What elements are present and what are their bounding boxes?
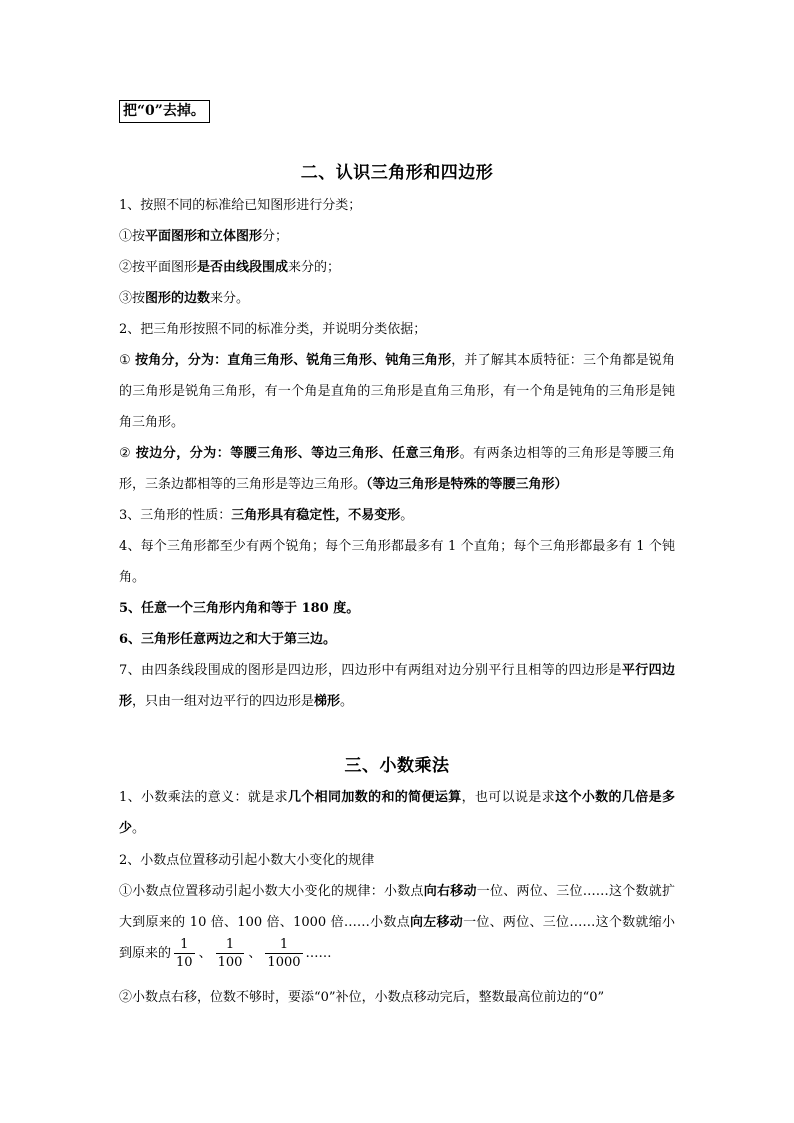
text: 7、由四条线段围成的图形是四边形，四边形中有两组对边分别平行且相等的四边形是	[119, 663, 622, 678]
boxed-note: 把“0”去掉。	[119, 100, 210, 123]
bold-text: 梯形	[314, 694, 341, 709]
paragraph-2-8	[119, 500, 675, 531]
paragraph-2-9: 4、每个三角形都至少有两个锐角；每个三角形都最多有 1 个直角；每个三角形都最多有 1 个钝角。	[119, 539, 675, 585]
text: ②	[119, 446, 136, 461]
bold-text: （等边三角形是特殊的等腰三角形）	[366, 477, 568, 492]
paragraph-3-4: ②小数点右移，位数不够时，要添“0”补位，小数点移动完后，整数最高位前边的“0”	[119, 990, 605, 1005]
separator: 、	[248, 946, 262, 961]
section-heading-decimal-multiplication: 三、小数乘法	[344, 756, 450, 776]
numerator: 1	[216, 938, 245, 954]
text: 。	[400, 508, 414, 523]
bold-text: 向左移动	[409, 915, 464, 930]
ellipsis: ……	[305, 946, 332, 961]
paragraph-3-3	[119, 876, 675, 969]
bold-text: 是否由线段围成	[197, 260, 289, 275]
text: 1、小数乘法的意义：就是求	[119, 790, 288, 805]
paragraph-2-5: 2、把三角形按照不同的标准分类，并说明分类依据；	[119, 322, 427, 337]
bold-text: 按角分，分为：直角三角形、锐角三角形、钝角三角形	[135, 353, 452, 368]
text: 。	[340, 694, 354, 709]
paragraph-2-2	[119, 221, 675, 252]
bold-text: 几个相同加数的和的简便运算	[287, 790, 462, 805]
bold-text: 三角形具有稳定性，不易变形	[231, 508, 401, 523]
paragraph-2-3	[119, 252, 675, 283]
bold-text: 图形的边数	[145, 291, 211, 306]
text: ，也可以说是求	[461, 790, 556, 805]
text: 。	[132, 821, 146, 836]
text: 一位、两位、三位……这个数就扩大到原来的 10 倍、100 倍、1000 倍……小数点	[119, 884, 675, 930]
numerator: 1	[265, 938, 302, 954]
text: 来分的；	[288, 260, 341, 275]
paragraph-3-2: 2、小数点位置移动引起小数大小变化的规律	[119, 853, 375, 868]
bold-text: 向右移动	[423, 884, 477, 899]
text: ，并了解其本质特征：三个角都是锐角的三角形是锐角三角形，有一个角是直角的三角形是直角三角形，有一个角是钝角的三角形是钝角三角形。	[119, 353, 675, 430]
paragraph-2-6	[119, 345, 675, 438]
section-heading-triangles: 二、认识三角形和四边形	[300, 163, 494, 183]
bold-text: 按边分，分为：等腰三角形、等边三角形、任意三角形	[135, 446, 460, 461]
paragraph-2-12	[119, 655, 675, 717]
separator: 、	[198, 946, 212, 961]
text: 3、三角形的性质：	[119, 508, 232, 523]
text: ③按	[119, 291, 146, 306]
paragraph-2-7	[119, 438, 675, 500]
text: ，只由一组对边平行的四边形是	[132, 694, 315, 709]
paragraph-3-1	[119, 782, 675, 844]
text: 一位、两位、三位……这个数就缩小到原来的	[119, 915, 675, 961]
denominator: 1000	[267, 955, 301, 970]
text: 。有两条边相等的三角形是等腰三角形，三条边都相等的三角形是等边三角形。	[119, 446, 675, 492]
bold-text: 平行四边形	[119, 663, 675, 709]
denominator: 100	[217, 955, 243, 970]
fraction-1-100	[216, 938, 245, 969]
bold-text: 平面图形和立体图形	[145, 229, 263, 244]
bold-text: 这个小数的几倍是多少	[119, 790, 675, 836]
fraction-1-1000	[265, 938, 302, 969]
text: ①按	[119, 229, 146, 244]
text: 分；	[262, 229, 289, 244]
text: ①	[119, 353, 136, 368]
paragraph-2-1: 1、按照不同的标准给已知图形进行分类；	[119, 198, 362, 213]
text: 来分。	[210, 291, 250, 306]
paragraph-2-4	[119, 283, 675, 314]
denominator: 10	[176, 955, 193, 970]
paragraph-2-10: 5、任意一个三角形内角和等于 180 度。	[119, 601, 360, 616]
fraction-1-10	[174, 938, 195, 969]
text: ②按平面图形	[119, 260, 198, 275]
paragraph-2-11: 6、三角形任意两边之和大于第三边。	[119, 632, 337, 647]
text: ①小数点位置移动引起小数大小变化的规律：小数点	[119, 884, 424, 899]
numerator: 1	[174, 938, 195, 954]
